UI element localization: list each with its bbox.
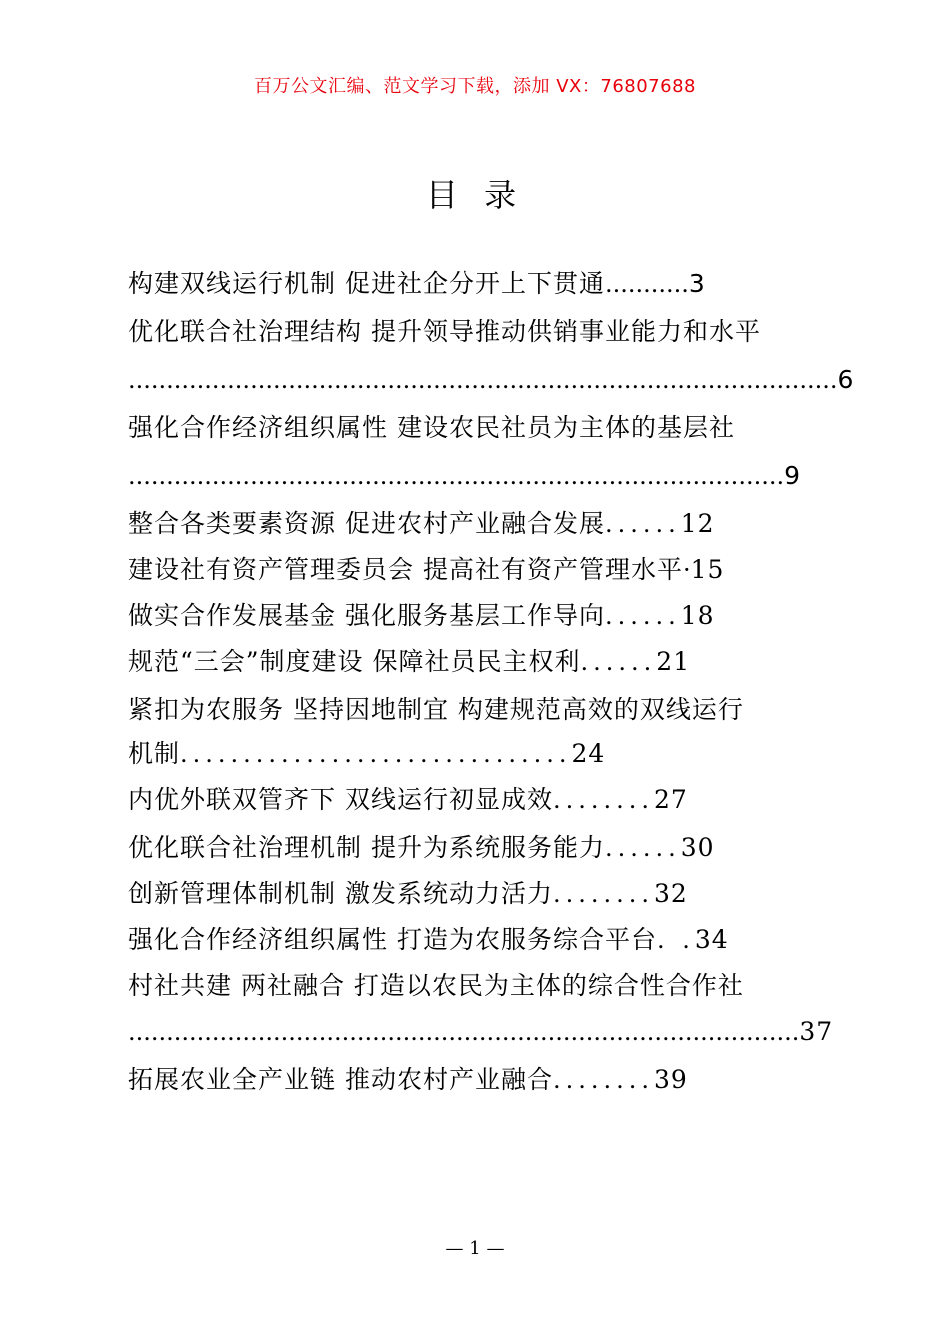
toc-page-number: 34 [694,925,729,954]
toc-entry-text: 建设社有资产管理委员会 提高社有资产管理水平 [128,555,683,584]
toc-page-number: 27 [653,785,688,814]
toc-entry-text: 拓展农业全产业链 推动农村产业融合 [128,1065,553,1094]
toc-entry-text: 做实合作发展基金 强化服务基层工作导向 [128,601,605,630]
toc-entry-text: 优化联合社治理结构 提升领导推动供销事业能力和水平 [128,317,761,346]
toc-entry-text: 强化合作经济组织属性 建设农民社员为主体的基层社 [128,413,735,442]
header-note: 百万公文汇编、范文学习下载，添加 VX：76807688 [254,76,696,97]
toc-entry[interactable] [128,1060,688,1100]
toc-entry-text: 构建双线运行机制 促进社企分开上下贯通 [128,269,605,298]
toc-entry-continuation[interactable] [128,360,854,400]
toc-page-number: 37 [799,1017,834,1046]
toc-page-number: 24 [571,739,606,768]
toc-page-number: 6 [837,365,855,394]
toc-entry[interactable] [128,408,735,448]
page-number-footer: — 1 — [445,1238,505,1259]
toc-page-number: 18 [680,601,715,630]
toc-entry-continuation[interactable] [128,734,605,774]
toc-leader-dots: ...................................................................................... [128,462,785,490]
toc-entry[interactable] [128,642,690,682]
toc-leader-dots: ........ [552,880,654,908]
toc-leader-dots: ...... [604,602,681,630]
toc-leader-dots: ........ [552,786,654,814]
toc-entry-text: 强化合作经济组织属性 打造为农服务综合平台 [128,925,657,954]
toc-leader-dots: ........... [604,270,689,298]
toc-leader-dots: ........ [552,1066,654,1094]
toc-page-number: 12 [680,509,715,538]
toc-entry[interactable] [128,966,744,1006]
toc-entry-text: 规范“三会”制度建设 保障社员民主权利 [128,647,581,676]
toc-entry[interactable] [128,504,715,544]
toc-entry[interactable] [128,550,724,590]
toc-entry-text: 村社共建 两社融合 打造以农民为主体的综合性合作社 [128,971,744,1000]
toc-leader-dots: ...... [604,834,681,862]
toc-entry[interactable] [128,596,715,636]
toc-entry[interactable] [128,920,729,960]
toc-entry-text: 紧扣为农服务 坚持因地制宜 构建规范高效的双线运行 [128,695,744,724]
toc-page-number: 21 [656,647,691,676]
toc-entry[interactable] [128,264,706,304]
toc-leader-dots: . . [656,926,695,954]
toc-entry-text: 整合各类要素资源 促进农村产业融合发展 [128,509,605,538]
toc-page-number: 39 [653,1065,688,1094]
toc-leader-dots: · [682,556,691,584]
toc-leader-dots: ...... [604,510,681,538]
toc-page-number: 3 [688,269,706,298]
toc-entry-text: 创新管理体制机制 激发系统动力活力 [128,879,553,908]
toc-entry[interactable] [128,828,715,868]
toc-page-number: 9 [784,461,801,490]
toc-leader-dots: ............................... [180,740,572,768]
toc-entry[interactable] [128,780,688,820]
toc-entry[interactable] [128,312,761,352]
toc-entry[interactable] [128,874,688,914]
toc-leader-dots: ........................................................................................ [128,1018,800,1046]
toc-page-number: 15 [690,555,725,584]
toc-entry-continuation[interactable] [128,1012,833,1052]
toc-leader-dots: ............................................................................................. [128,366,838,394]
page-title: 目 录 [425,176,525,214]
toc-entry[interactable] [128,690,744,730]
toc-entry-continuation[interactable] [128,456,801,496]
toc-page-number: 30 [680,833,715,862]
toc-entry-text: 内优外联双管齐下 双线运行初显成效 [128,785,553,814]
toc-leader-dots: ...... [580,648,657,676]
toc-entry-text: 机制 [128,739,181,768]
toc-page-number: 32 [653,879,688,908]
toc-entry-text: 优化联合社治理机制 提升为系统服务能力 [128,833,605,862]
